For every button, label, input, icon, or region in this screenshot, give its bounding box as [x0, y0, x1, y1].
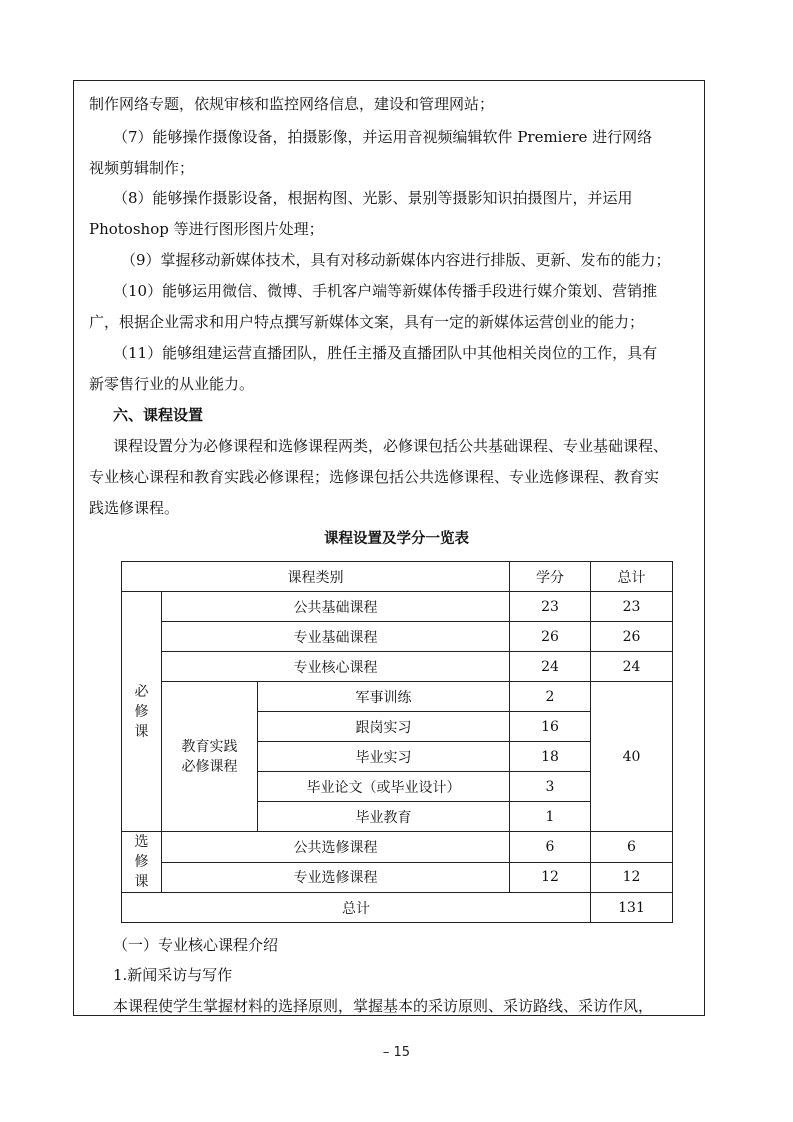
paragraph-line: 课程设置分为必修课程和选修课程两类，必修课包括公共基础课程、专业基础课程、	[113, 437, 669, 455]
grand-total-label: 总计	[122, 893, 591, 923]
table-caption: 课程设置及学分一览表	[324, 531, 469, 547]
header-credits: 学分	[510, 562, 591, 592]
paragraph-line: （9）掌握移动新媒体技术，具有对移动新媒体内容进行排版、更新、发布的能力；	[121, 251, 671, 269]
practice-label-line: 教育实践	[181, 738, 238, 755]
course-total: 26	[591, 622, 673, 652]
course-credits: 12	[510, 862, 591, 893]
page-number: – 15	[382, 1045, 411, 1060]
course-total: 23	[591, 592, 673, 622]
course-name: 公共基础课程	[162, 592, 510, 622]
course-name: 毕业教育	[258, 802, 510, 832]
course-credits: 6	[510, 832, 591, 863]
course-name: 专业选修课程	[162, 862, 510, 893]
paragraph-line: （8）能够操作摄影设备，根据构图、光影、景别等摄影知识拍摄图片，并运用	[113, 189, 633, 207]
table-header-row	[122, 562, 673, 592]
course-name: 毕业实习	[258, 742, 510, 772]
table-row	[122, 832, 673, 863]
header-total: 总计	[591, 562, 673, 592]
paragraph-line: （11）能够组建运营直播团队，胜任主播及直播团队中其他相关岗位的工作，具有	[113, 344, 658, 362]
paragraph-line: 践选修课程。	[89, 499, 180, 517]
paragraph-line: 制作网络专题，依规审核和监控网络信息，建设和管理网站；	[89, 95, 495, 113]
practice-group-label	[162, 682, 258, 832]
practice-label-line: 必修课程	[181, 758, 238, 775]
course-name: 专业基础课程	[162, 622, 510, 652]
sub-heading: （一）专业核心课程介绍	[113, 936, 279, 954]
course-credits: 1	[510, 802, 591, 832]
required-label-char: 课	[134, 723, 149, 740]
required-label-char: 必	[134, 683, 149, 700]
paragraph-line: （7）能够操作摄像设备，拍摄影像，并运用音视频编辑软件 Premiere 进行网络	[113, 128, 653, 146]
course-total: 6	[591, 832, 673, 863]
course-name: 公共选修课程	[162, 832, 510, 863]
course-title: 1.新闻采访与写作	[113, 966, 233, 984]
elective-label-char: 课	[134, 874, 149, 890]
table-row	[122, 862, 673, 893]
course-total: 12	[591, 862, 673, 893]
course-credits: 24	[510, 652, 591, 682]
table-row	[122, 682, 673, 712]
paragraph-line: （10）能够运用微信、微博、手机客户端等新媒体传播手段进行媒介策划、营销推	[113, 282, 658, 300]
elective-group-label	[122, 832, 162, 893]
course-name: 跟岗实习	[258, 712, 510, 742]
paragraph-line: 新零售行业的从业能力。	[89, 375, 255, 393]
table-row	[122, 622, 673, 652]
course-credits: 2	[510, 682, 591, 712]
required-label-char: 修	[134, 703, 149, 720]
required-group-label	[122, 592, 162, 832]
course-total: 24	[591, 652, 673, 682]
section-heading: 六、课程设置	[113, 406, 204, 424]
course-name: 专业核心课程	[162, 652, 510, 682]
grand-total-value: 131	[591, 893, 673, 923]
course-credits: 23	[510, 592, 591, 622]
paragraph-line: 专业核心课程和教育实践必修课程；选修课包括公共选修课程、专业选修课程、教育实	[89, 468, 660, 486]
course-name: 军事训练	[258, 682, 510, 712]
course-credits: 18	[510, 742, 591, 772]
credits-table	[121, 561, 673, 923]
table-row	[122, 652, 673, 682]
table-row	[122, 592, 673, 622]
practice-total: 40	[591, 682, 673, 832]
course-name: 毕业论文（或毕业设计）	[258, 772, 510, 802]
paragraph-line: Photoshop 等进行图形图片处理；	[89, 220, 324, 238]
paragraph-line: 视频剪辑制作；	[89, 159, 195, 177]
elective-label-char: 修	[134, 854, 149, 870]
elective-label-char: 选	[134, 834, 149, 850]
header-category: 课程类别	[122, 562, 510, 592]
course-credits: 3	[510, 772, 591, 802]
paragraph-line: 本课程使学生掌握材料的选择原则，掌握基本的采访原则、采访路线、采访作风，	[113, 997, 654, 1015]
course-credits: 26	[510, 622, 591, 652]
grand-total-row	[122, 893, 673, 923]
paragraph-line: 广，根据企业需求和用户特点撰写新媒体文案，具有一定的新媒体运营创业的能力；	[89, 313, 645, 331]
course-credits: 16	[510, 712, 591, 742]
